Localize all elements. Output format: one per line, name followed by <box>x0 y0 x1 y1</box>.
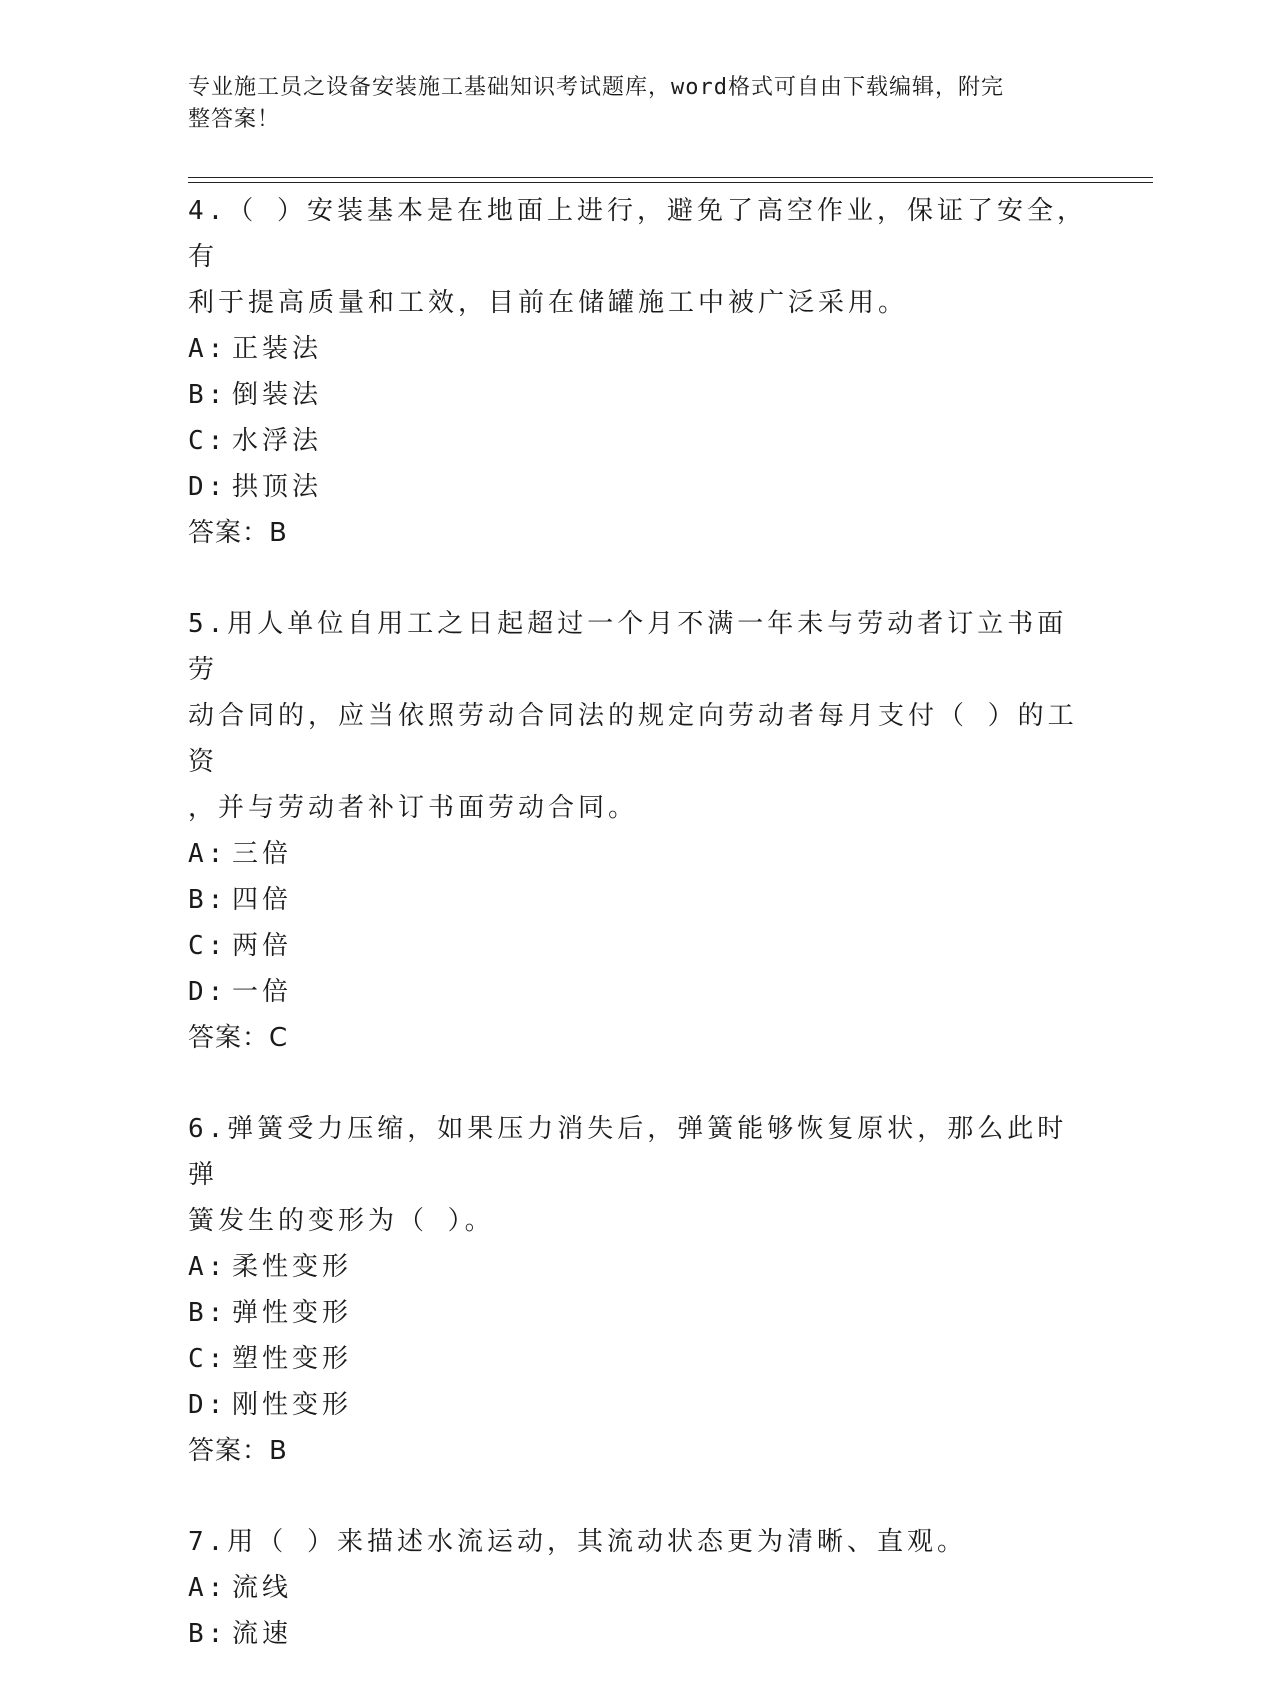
question-list <box>188 188 1088 1702</box>
question-stem-line: 6.弹簧受力压缩，如果压力消失后，弹簧能够恢复原状，那么此时弹 <box>188 1114 1068 1190</box>
option-text: 柔性变形 <box>232 1252 353 1282</box>
question-stem-line: ，并与劳动者补订书面劳动合同。 <box>188 793 639 823</box>
answer-option <box>188 1565 1088 1611</box>
document-header <box>188 72 1088 136</box>
answer-option <box>188 1611 1088 1657</box>
answer-option <box>188 1290 1088 1336</box>
answer-option <box>188 969 1088 1015</box>
answer-option <box>188 372 1088 418</box>
option-letter: C: <box>188 426 228 456</box>
question-stem-line: 4.（ ）安装基本是在地面上进行，避免了高空作业，保证了安全，有 <box>188 196 1087 272</box>
question-block <box>188 1519 1088 1657</box>
question-stem-line: 簧发生的变形为（ ）。 <box>188 1206 495 1236</box>
option-text: 三倍 <box>232 839 293 869</box>
header-divider-top <box>188 177 1153 178</box>
option-text: 流线 <box>232 1573 293 1603</box>
option-letter: B: <box>188 1619 228 1649</box>
answer-option <box>188 831 1088 877</box>
option-letter: A: <box>188 1252 228 1282</box>
option-letter: B: <box>188 1298 228 1328</box>
option-letter: A: <box>188 334 228 364</box>
question-stem-line: 动合同的，应当依照劳动合同法的规定向劳动者每月支付（ ）的工资 <box>188 701 1078 777</box>
answer-key: 答案：B <box>188 518 288 548</box>
option-letter: B: <box>188 380 228 410</box>
option-text: 四倍 <box>232 885 293 915</box>
option-text: 刚性变形 <box>232 1390 353 1420</box>
question-block <box>188 601 1088 1061</box>
option-text: 一倍 <box>232 977 293 1007</box>
answer-option <box>188 418 1088 464</box>
answer-option <box>188 326 1088 372</box>
answer-key: 答案：B <box>188 1436 288 1466</box>
header-line-1: 专业施工员之设备安装施工基础知识考试题库，word格式可自由下载编辑，附完 <box>188 75 1004 100</box>
question-stem-line: 5.用人单位自用工之日起超过一个月不满一年未与劳动者订立书面劳 <box>188 609 1068 685</box>
option-letter: A: <box>188 839 228 869</box>
option-text: 倒装法 <box>232 380 323 410</box>
answer-option <box>188 1336 1088 1382</box>
option-letter: D: <box>188 977 228 1007</box>
answer-option <box>188 877 1088 923</box>
option-text: 两倍 <box>232 931 293 961</box>
option-letter: C: <box>188 1344 228 1374</box>
answer-option <box>188 1244 1088 1290</box>
option-text: 正装法 <box>232 334 323 364</box>
answer-option <box>188 464 1088 510</box>
header-line-2: 整答案！ <box>188 107 281 132</box>
question-stem-line: 利于提高质量和工效，目前在储罐施工中被广泛采用。 <box>188 288 909 318</box>
question-block <box>188 1106 1088 1474</box>
option-text: 流速 <box>232 1619 293 1649</box>
answer-option <box>188 923 1088 969</box>
option-letter: A: <box>188 1573 228 1603</box>
answer-option <box>188 1382 1088 1428</box>
question-stem-line: 7.用（ ）来描述水流运动，其流动状态更为清晰、直观。 <box>188 1527 967 1557</box>
option-text: 水浮法 <box>232 426 323 456</box>
option-text: 拱顶法 <box>232 472 323 502</box>
question-block <box>188 188 1088 556</box>
option-text: 弹性变形 <box>232 1298 353 1328</box>
answer-key: 答案：C <box>188 1023 289 1053</box>
option-letter: D: <box>188 1390 228 1420</box>
option-letter: C: <box>188 931 228 961</box>
header-divider-bottom <box>188 182 1153 183</box>
option-text: 塑性变形 <box>232 1344 353 1374</box>
option-letter: B: <box>188 885 228 915</box>
option-letter: D: <box>188 472 228 502</box>
